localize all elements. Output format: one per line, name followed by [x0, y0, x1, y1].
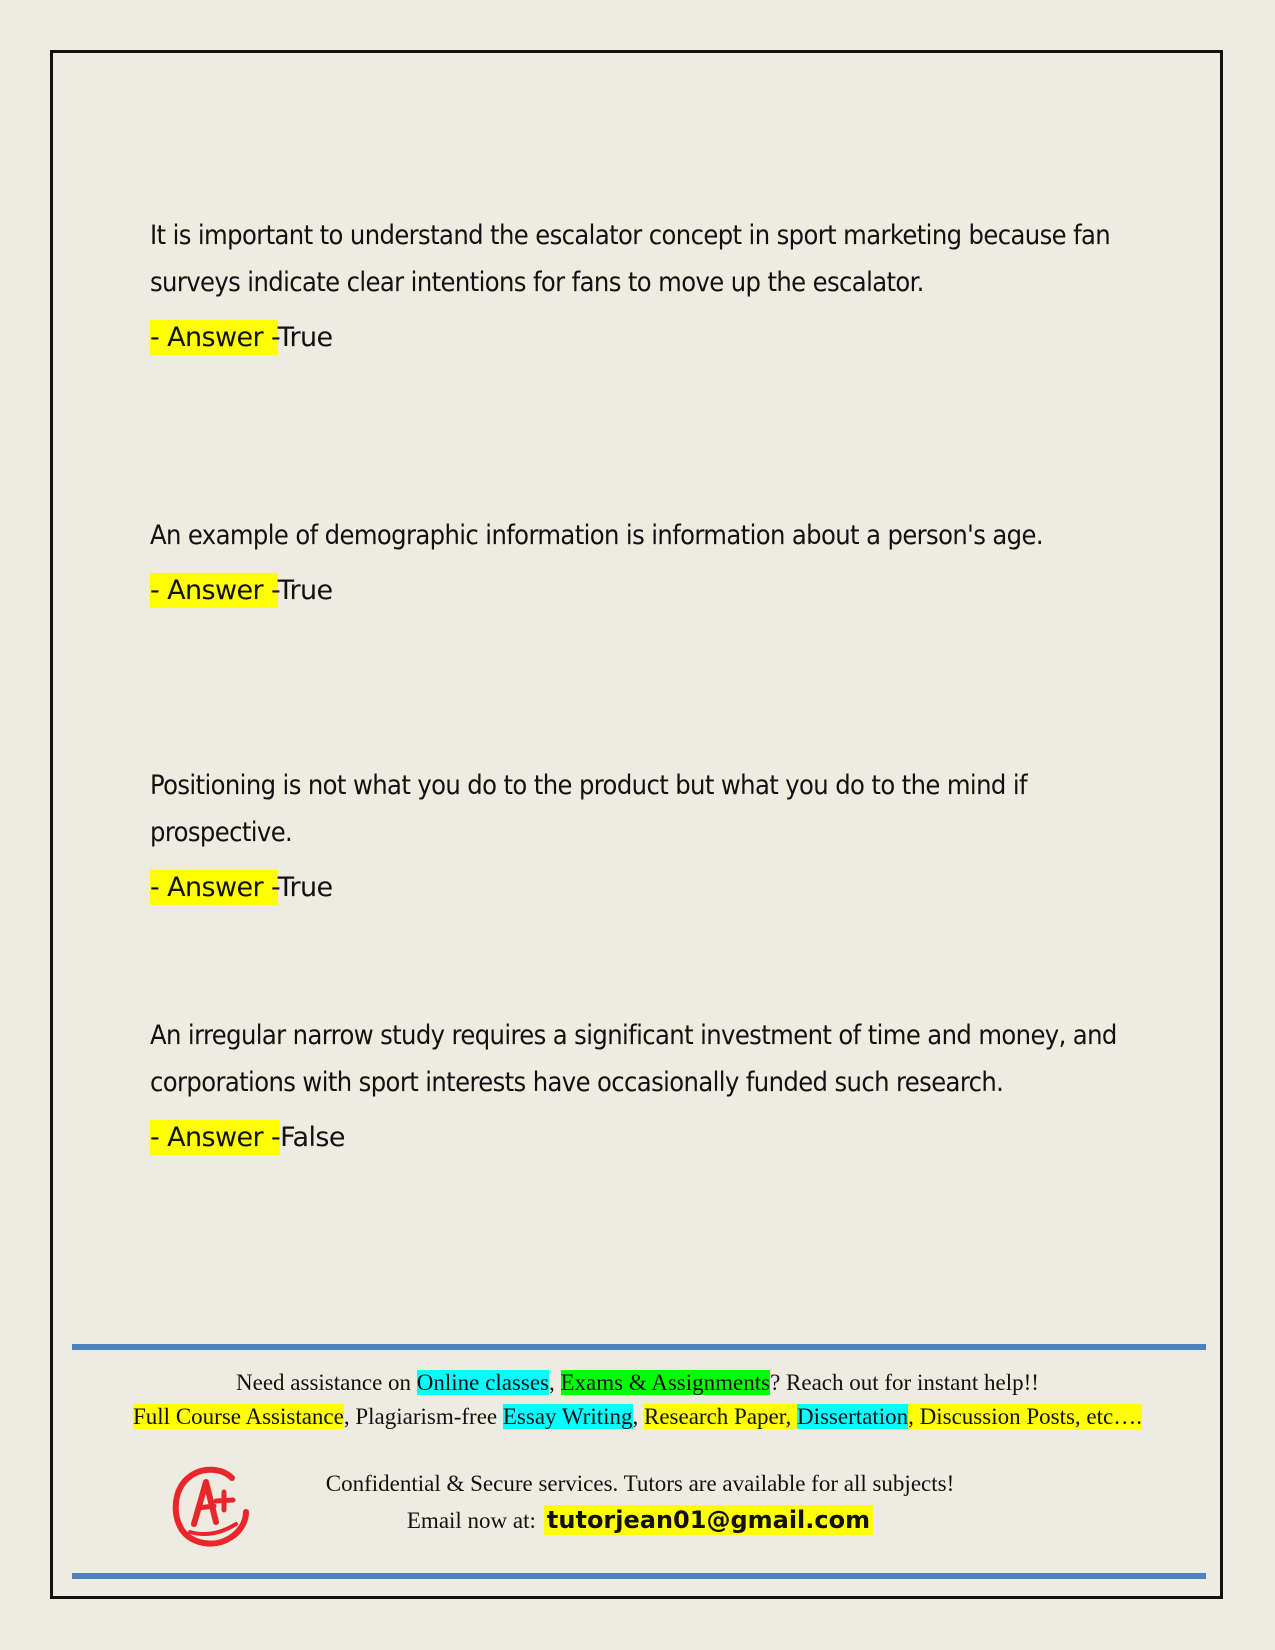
answer-label: - Answer -: [150, 575, 278, 606]
a-plus-grade-icon: [170, 1464, 250, 1548]
answer-label: - Answer -: [150, 872, 278, 903]
discussion-highlight: , Discussion Posts, etc….: [908, 1404, 1142, 1429]
answer-value: True: [277, 575, 333, 606]
answer-line: [150, 1118, 1130, 1158]
promo-text: ? Reach out for instant help!!: [770, 1370, 1039, 1395]
promo-separator: ,: [632, 1404, 644, 1429]
qa-item-3: [150, 762, 1130, 908]
promo-text: Need assistance on: [236, 1370, 417, 1395]
question-text: An irregular narrow study requires a significant investment of time and money, and corporations with sport interests have occasionally funded such research.: [150, 1020, 1117, 1098]
qa-item-4: [150, 1012, 1130, 1158]
answer-value: False: [280, 1122, 345, 1153]
dissertation-highlight: Dissertation: [796, 1404, 909, 1429]
full-course-highlight: Full Course Assistance: [133, 1404, 344, 1429]
essay-highlight: Essay Writing: [502, 1404, 633, 1429]
research-highlight: Research Paper,: [644, 1404, 797, 1429]
confidential-line: Confidential & Secure services. Tutors are available for all subjects!: [325, 1471, 955, 1496]
answer-line: [150, 868, 1130, 908]
qa-item-1: [150, 212, 1130, 358]
online-classes-highlight: Online classes: [416, 1370, 549, 1395]
answer-value: True: [277, 322, 333, 353]
question-text: Positioning is not what you do to the product but what you do to the mind if prospective.: [150, 770, 1027, 848]
question-text: It is important to understand the escalator concept in sport marketing because fan surveys indicate clear intentions for fans to move up the escalator.: [150, 220, 1111, 298]
answer-label: - Answer -: [150, 1122, 281, 1153]
promo-text: , Plagiarism-free: [343, 1404, 503, 1429]
footer-top-rule: [72, 1344, 1206, 1350]
promo-separator: ,: [549, 1370, 561, 1395]
answer-line: [150, 571, 1130, 611]
footer-bottom-rule: [72, 1573, 1206, 1579]
email-link[interactable]: tutorjean01@gmail.com: [544, 1505, 873, 1535]
promo-line-1: [60, 1366, 1215, 1399]
exams-highlight: Exams & Assignments: [560, 1370, 771, 1395]
promo-line-2: [60, 1400, 1215, 1433]
email-line: [260, 1502, 1020, 1539]
question-text: An example of demographic information is information about a person's age.: [150, 520, 1043, 551]
email-prefix: Email now at:: [406, 1508, 536, 1533]
answer-label: - Answer -: [150, 322, 278, 353]
answer-value: True: [277, 872, 333, 903]
answer-line: [150, 318, 1130, 358]
qa-item-2: [150, 512, 1130, 611]
